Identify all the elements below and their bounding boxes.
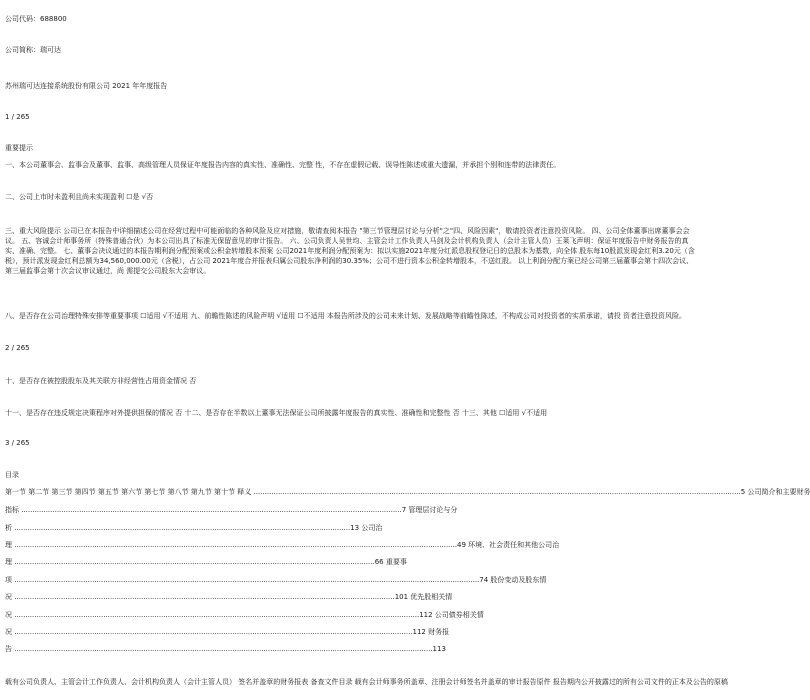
toc-line[interactable]: 理 .......................................................................................................................................................................................................49 环境、社会责任和其他公司治 <box>5 541 560 549</box>
toc-line[interactable]: 告 ............................................................................................................................................................................................113 <box>5 645 446 653</box>
notice-item-1: 一、本公司董事会、监事会及董事、监事、高级管理人员保证年度报告内容的真实性、准确性、完整 性，不存在虚假记载、误导性陈述或重大遗漏，并承担个别和连带的法律责任。 <box>5 161 561 169</box>
toc-heading: 目录 <box>5 471 19 479</box>
report-title: 苏州瑞可达连接系统股份有限公司 2021 年年度报告 <box>5 82 168 90</box>
toc-line[interactable]: 析 .......................................................................................................................................................13 公司治 <box>5 524 383 532</box>
toc-line[interactable]: 指标 ...........................................................................................................................................................................7 管理层讨论与分 <box>5 506 458 514</box>
toc-line[interactable]: 第一节 第二节 第三节 第四节 第五节 第六节 第七节 第八节 第九节 第十节 释义 ...........................................................................................................................................................................................................................5 公司简介和主要财务 <box>5 488 810 496</box>
notice-item-2: 二、公司上市时未盈利且尚未实现盈利 ☐是 √否 <box>5 193 154 201</box>
page-marker-1: 1 / 265 <box>5 113 30 121</box>
company-code: 公司代码：688800 <box>5 15 67 23</box>
toc-line[interactable]: 况 ...........................................................................................................................................................................101 优先股相关情 <box>5 593 453 601</box>
notice-item-11-13: 十一、是否存在违反规定决策程序对外提供担保的情况 否 十二、是否存在半数以上董事无法保证公司所披露年度报告的真实性、准确性和完整性 否 十三、其他 ☐适用 √不适用 <box>5 409 548 417</box>
important-notice-heading: 重要提示 <box>5 144 33 152</box>
notice-item-3-to-7: 三、重大风险提示 公司已在本报告中详细描述公司在经营过程中可能面临的各种风险及应对措施，敬请查阅本报告 "第三节管理层讨论与分析"之"四、风险因素"，敬请投资者注意投资风险。 四、公司全体董事出席董事会会议。 五、容诚会计师事务所（特殊普通合伙）为本公司出具了标准无保留意见的审计报告。 六、公司负责人吴世均、主管会计工作负责人马剑及会计机构负责人（会计主管人员）王莱飞声明：保证年度报告中财务报告的真实、准确、完整。 七、董事会决议通过的本报告期利润分配预案或公积金转增股本预案 公司2021年度利润分配预案为：拟以实施2021年度分红派息股权登记日的总股本为基数，向全体 股东每10股派发现金红利3.20元（含税），预计派发现金红利总额为34,560,000.00元（含税），占公司 2021年度合并报表归属公司股东净利润的30.35%；公司不进行资本公积金转增股本，不送红股。 以上利润分配方案已经公司第三届董事会第十四次会议、第三届监事会第十次会议审议通过，尚 需提交公司股东大会审议。 <box>5 227 695 275</box>
notice-item-10: 十、是否存在被控股股东及其关联方非经营性占用资金情况 否 <box>5 377 197 385</box>
company-short-name: 公司简称：瑞可达 <box>5 46 61 54</box>
reference-documents-line: 载有公司负责人、主管会计工作负责人、会计机构负责人（会计主管人员） 签名并盖章的财务报表 备查文件目录 载有会计师事务所盖章、注册会计师签名并盖章的审计报告原件 报告期内公开披露过的所有公司文件的正本及公告的原稿 <box>5 678 728 686</box>
page-marker-3: 3 / 265 <box>5 439 30 447</box>
toc-line[interactable]: 理 ..................................................................................................................................................................66 重要事 <box>5 558 407 566</box>
toc-line[interactable]: 项 .................................................................................................................................................................................................................74 股份变动及股东情 <box>5 576 547 584</box>
page-marker-2: 2 / 265 <box>5 344 30 352</box>
toc-line[interactable]: 况 ...................................................................................................................................................................................112 财务报 <box>5 628 450 636</box>
toc-line[interactable]: 况 ......................................................................................................................................................................................112 公司债券相关情 <box>5 611 484 619</box>
notice-item-8-9: 八、是否存在公司治理特殊安排等重要事项 ☐适用 √不适用 九、前瞻性陈述的风险声明 √适用 ☐不适用 本报告所涉及的公司未来计划、发展战略等前瞻性陈述，不构成公司对投资者的实质承诺，请投 资者注意投资风险。 <box>5 312 687 320</box>
